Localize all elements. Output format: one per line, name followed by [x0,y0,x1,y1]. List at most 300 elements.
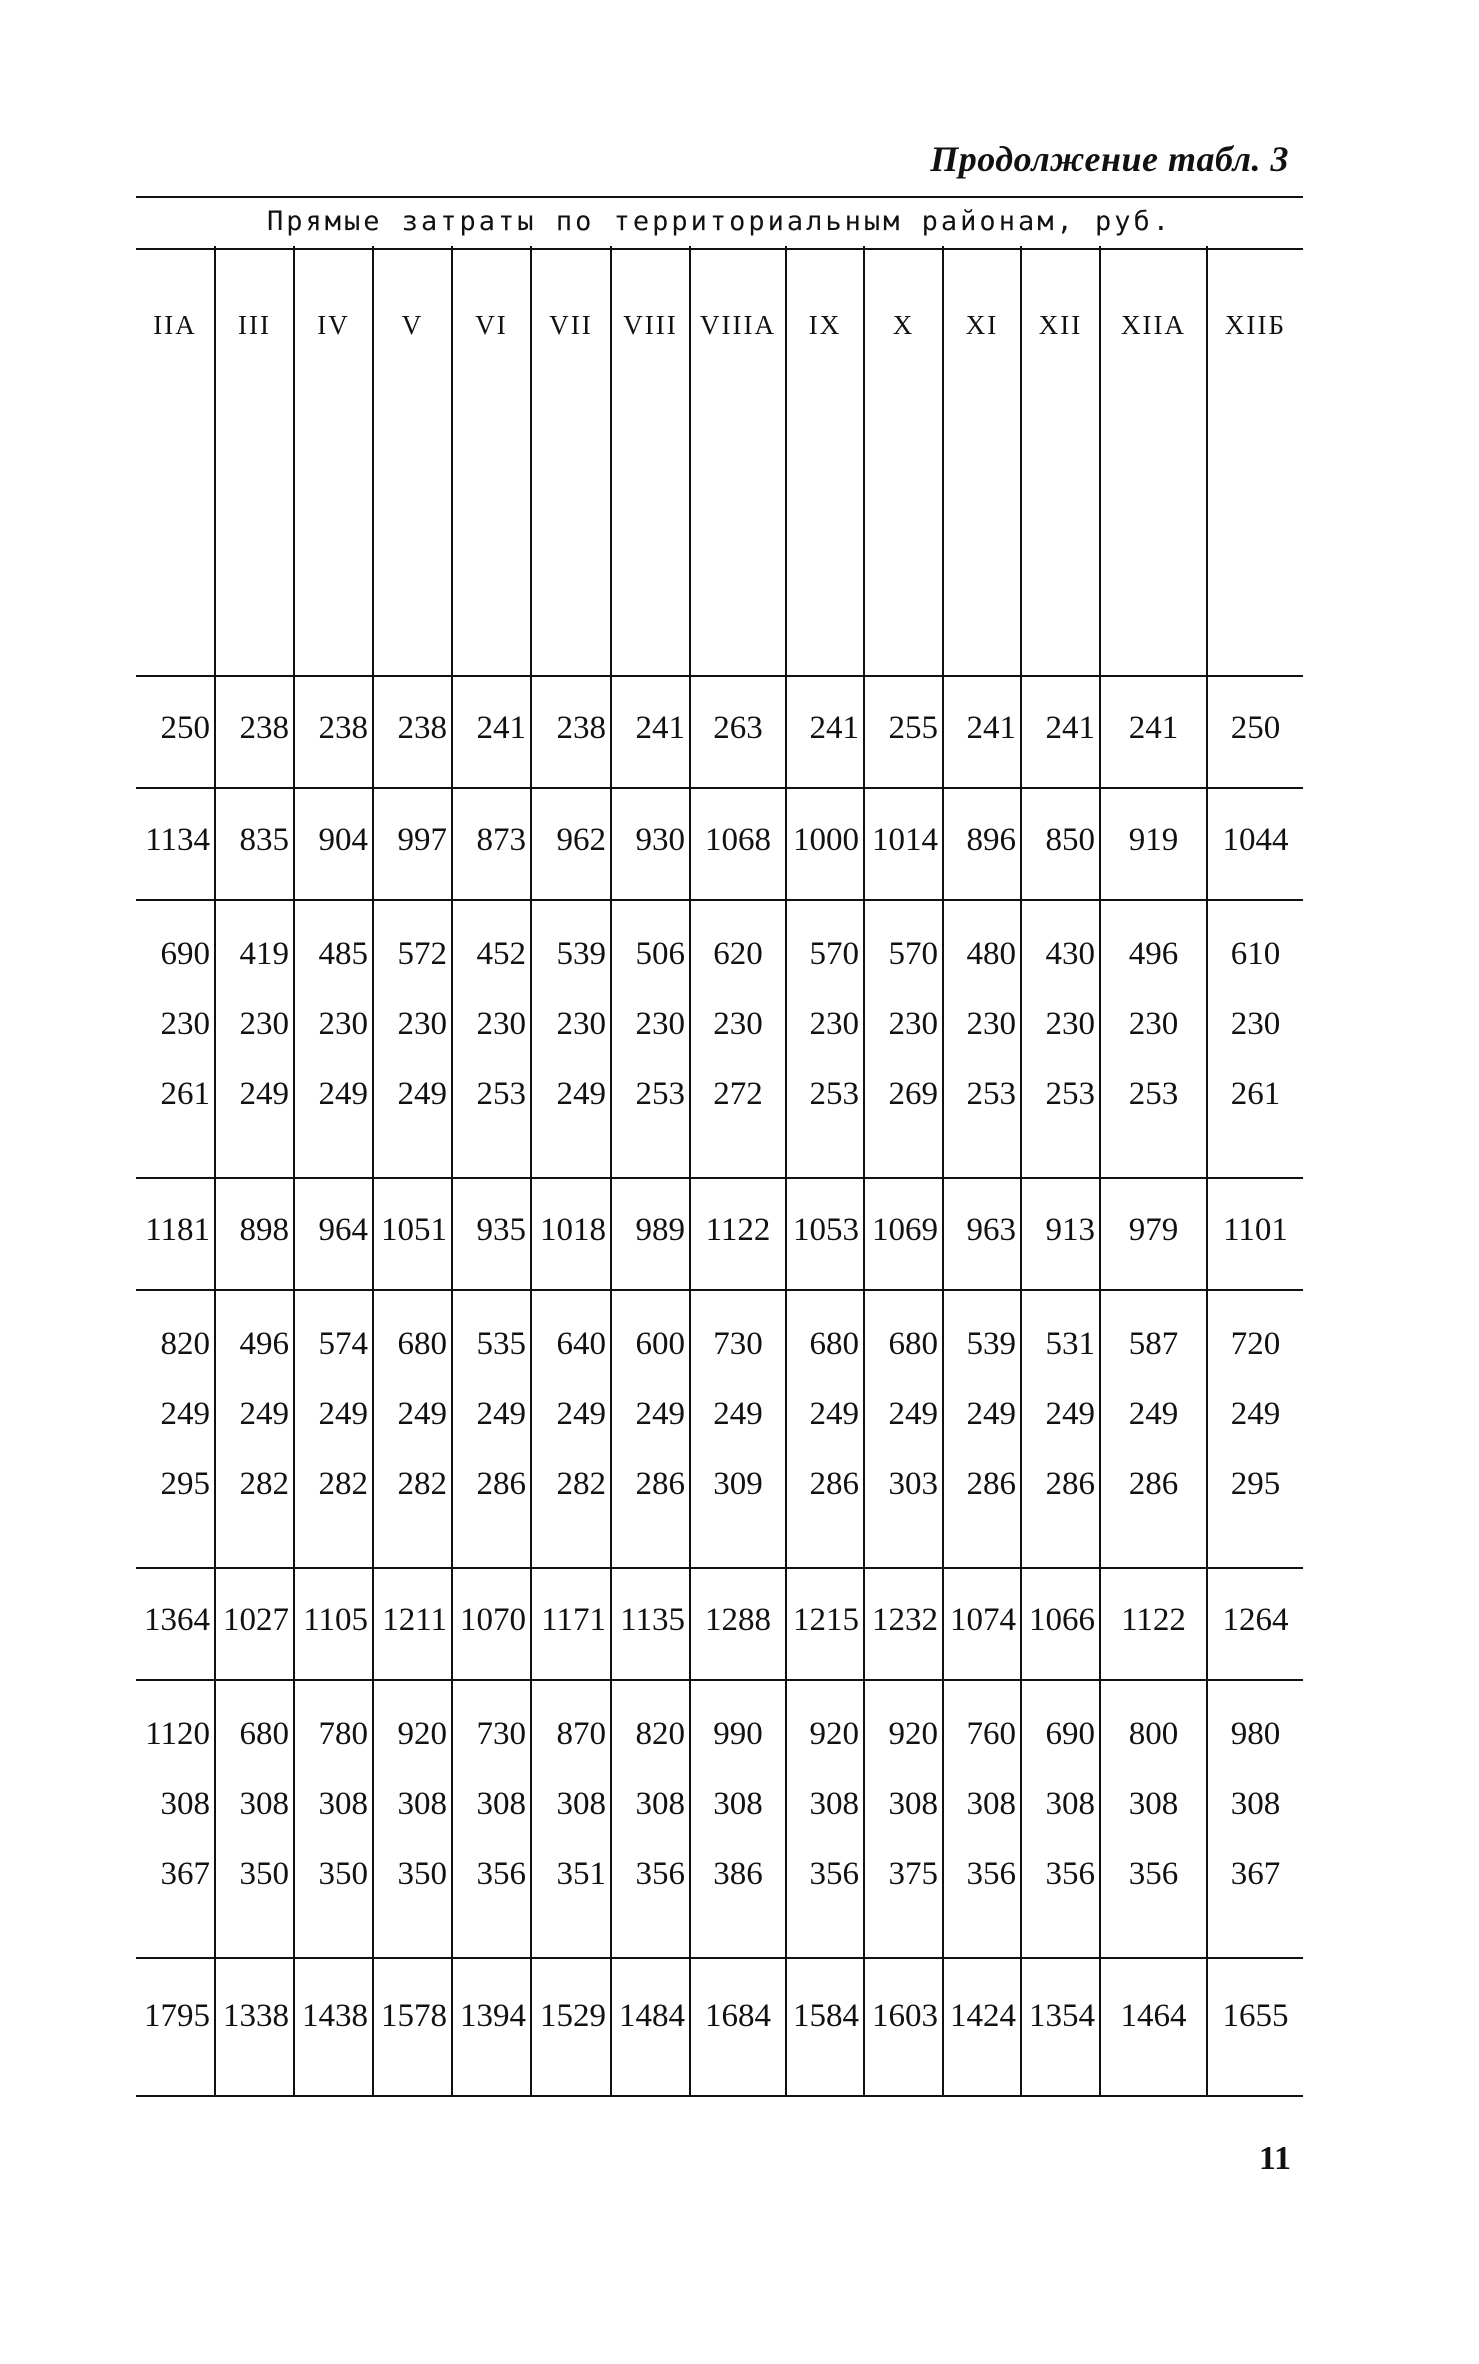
cell-value: 230 [713,1006,763,1042]
column-header-label: VI [475,310,508,340]
cell-value: 286 [476,1466,526,1502]
table-cell [1206,1958,1303,2096]
table-cell [136,788,214,900]
cell-value: 962 [556,822,606,858]
cell-value: 249 [713,1396,763,1432]
cell-value: 930 [635,822,685,858]
cell-value: 1000 [793,822,859,858]
table-cell [863,1568,942,1680]
cell-value: 1181 [145,1212,210,1248]
cell-value: 249 [635,1396,685,1432]
cell-value: 350 [239,1856,289,1892]
cell-value: 920 [888,1716,938,1752]
column-header [785,246,863,676]
column-header [214,246,293,676]
cell-value: 230 [239,1006,289,1042]
table-cell [689,676,785,788]
table-cell [689,1680,785,1958]
table-cell [1020,676,1099,788]
table-cell [1099,676,1206,788]
cell-value: 249 [239,1076,289,1112]
column-header [451,246,530,676]
table-cell [293,900,372,1178]
cell-value: 249 [239,1396,289,1432]
cell-value: 249 [476,1396,526,1432]
cell-value: 356 [635,1856,685,1892]
cell-value: 690 [1045,1716,1095,1752]
cell-value: 367 [1230,1856,1281,1892]
cell-value: 1578 [381,1998,447,2034]
cell-value: 1066 [1029,1602,1095,1638]
cell-value: 1584 [793,1998,859,2034]
column-header [372,246,451,676]
column-header [530,246,610,676]
cell-value: 249 [397,1396,447,1432]
cell-value: 356 [966,1856,1016,1892]
table-cell [1020,900,1099,1178]
cell-value: 1105 [303,1602,368,1638]
cell-value: 249 [318,1076,368,1112]
cell-value: 1655 [1222,1998,1289,2034]
cell-value: 249 [966,1396,1016,1432]
cell-value: 680 [397,1326,447,1362]
cell-value: 1027 [223,1602,289,1638]
cell-value: 680 [809,1326,859,1362]
table-cell [451,1290,530,1568]
table-cell [451,1680,530,1958]
cell-value: 1134 [145,822,210,858]
cell-value: 356 [1045,1856,1095,1892]
table-cell [136,1958,214,2096]
cell-value: 249 [556,1396,606,1432]
cell-value: 308 [397,1786,447,1822]
cell-value: 990 [713,1716,763,1752]
cell-value: 730 [713,1326,763,1362]
cell-value: 309 [713,1466,763,1502]
table-cell [942,1178,1020,1290]
table-cell [942,1680,1020,1958]
cell-value: 238 [556,710,606,746]
table-cell [1099,900,1206,1178]
table-cell [136,1290,214,1568]
cell-value: 350 [318,1856,368,1892]
column-header [293,246,372,676]
table-cell [530,1568,610,1680]
cell-value: 286 [1045,1466,1095,1502]
table-cell [863,1958,942,2096]
table-cell [610,1958,689,2096]
cell-value: 241 [809,710,859,746]
cell-value: 1338 [223,1998,289,2034]
cell-value: 308 [809,1786,859,1822]
column-header-label: IX [808,310,842,340]
cell-value: 1438 [302,1998,368,2034]
table-cell [1020,1680,1099,1958]
cell-value: 286 [635,1466,685,1502]
table-cell [372,1178,451,1290]
table-cell [689,788,785,900]
table-cell [293,1568,372,1680]
cell-value: 1122 [1121,1602,1186,1638]
cell-value: 800 [1128,1716,1179,1752]
table-cell [689,900,785,1178]
table-cell [785,1568,863,1680]
table-cell [863,1178,942,1290]
cell-value: 295 [1230,1466,1281,1502]
cell-value: 1424 [950,1998,1016,2034]
table-cell [942,900,1020,1178]
cell-value: 286 [1128,1466,1179,1502]
cell-value: 249 [809,1396,859,1432]
cell-value: 1014 [872,822,938,858]
cell-value: 356 [476,1856,526,1892]
cell-value: 308 [635,1786,685,1822]
table-cell [451,1958,530,2096]
cell-value: 1018 [540,1212,606,1248]
cell-value: 1069 [872,1212,938,1248]
cell-value: 600 [635,1326,685,1362]
cell-value: 904 [318,822,368,858]
cell-value: 690 [160,936,210,972]
cell-value: 572 [397,936,447,972]
cell-value: 539 [556,936,606,972]
cell-value: 896 [966,822,1016,858]
table-cell [136,1680,214,1958]
cell-value: 253 [635,1076,685,1112]
cell-value: 820 [635,1716,685,1752]
cell-value: 249 [1128,1396,1179,1432]
table-cell [293,676,372,788]
table-cell [785,900,863,1178]
table-cell [1099,1680,1206,1958]
cell-value: 610 [1230,936,1281,972]
data-block [136,1290,1303,1568]
data-block [136,1178,1303,1290]
cell-value: 263 [713,710,763,746]
cell-value: 1053 [793,1212,859,1248]
column-header-label: XI [965,310,999,340]
column-header-label: XIIБ [1225,310,1286,340]
table-cell [689,1568,785,1680]
table-cell [610,676,689,788]
cell-value: 1795 [144,1998,210,2034]
table-cell [214,788,293,900]
table-cell [293,1958,372,2096]
cell-value: 308 [888,1786,938,1822]
cell-value: 730 [476,1716,526,1752]
cell-value: 308 [713,1786,763,1822]
table-cell [785,1290,863,1568]
cell-value: 979 [1128,1212,1179,1248]
table-cell [136,900,214,1178]
table-cell [1020,1178,1099,1290]
table-cell [689,1958,785,2096]
column-header [1099,246,1206,676]
cell-value: 375 [888,1856,938,1892]
cell-value: 963 [966,1212,1016,1248]
cell-value: 253 [809,1076,859,1112]
super-header: Прямые затраты по территориальным районам, руб. [136,196,1303,250]
table-cell [785,1178,863,1290]
column-header-label: IIA [153,310,197,340]
table-cell [1099,1568,1206,1680]
cell-value: 1044 [1222,822,1289,858]
table-cell [1206,788,1303,900]
data-block [136,788,1303,900]
cell-value: 367 [160,1856,210,1892]
table-cell [1206,1680,1303,1958]
table-cell [530,1178,610,1290]
cell-value: 1171 [541,1602,606,1638]
cell-value: 286 [966,1466,1016,1502]
cell-value: 238 [397,710,447,746]
cell-value: 1135 [620,1602,685,1638]
table-cell [1206,900,1303,1178]
cell-value: 241 [1045,710,1095,746]
cell-value: 964 [318,1212,368,1248]
table-cell [530,676,610,788]
table-cell [610,1568,689,1680]
table-cell [610,900,689,1178]
column-header-label: XIIA [1121,310,1186,340]
data-block [136,676,1303,788]
table-cell [942,1958,1020,2096]
table-cell [372,788,451,900]
cell-value: 241 [1128,710,1179,746]
cell-value: 1074 [950,1602,1016,1638]
cell-value: 238 [318,710,368,746]
cell-value: 1464 [1120,1998,1187,2034]
cell-value: 1215 [793,1602,859,1638]
column-header [863,246,942,676]
column-header [610,246,689,676]
table-cell [942,1290,1020,1568]
table-cell [214,900,293,1178]
table-cell [610,1290,689,1568]
cell-value: 1288 [705,1602,771,1638]
cell-value: 250 [1230,710,1281,746]
table-cell [293,1680,372,1958]
column-header-label: VIII [623,310,678,340]
column-header-label: VIIIA [700,310,776,340]
table-cell [372,1680,451,1958]
cell-value: 496 [1128,936,1179,972]
cell-value: 1684 [705,1998,771,2034]
table-cell [451,900,530,1178]
table-cell [372,1958,451,2096]
cell-value: 272 [713,1076,763,1112]
data-block [136,1680,1303,1958]
table-cell [372,676,451,788]
table-cell [863,1290,942,1568]
table-cell [214,1290,293,1568]
data-block [136,1958,1303,2096]
cell-value: 919 [1128,822,1179,858]
cell-value: 989 [635,1212,685,1248]
cell-value: 506 [635,936,685,972]
cell-value: 870 [556,1716,606,1752]
cell-value: 356 [809,1856,859,1892]
cell-value: 898 [239,1212,289,1248]
cell-value: 835 [239,822,289,858]
cell-value: 241 [476,710,526,746]
rule [136,2095,1303,2097]
column-header-label: III [238,310,271,340]
cell-value: 935 [476,1212,526,1248]
cell-value: 640 [556,1326,606,1362]
cell-value: 680 [239,1716,289,1752]
column-header [136,246,214,676]
table-cell [372,1568,451,1680]
cell-value: 249 [1045,1396,1095,1432]
table-cell [863,788,942,900]
cell-value: 230 [397,1006,447,1042]
cell-value: 539 [966,1326,1016,1362]
cell-value: 308 [966,1786,1016,1822]
cell-value: 282 [397,1466,447,1502]
table-cell [942,788,1020,900]
table-cell [942,1568,1020,1680]
page-number: 11 [1258,2140,1291,2177]
cell-value: 249 [556,1076,606,1112]
cell-value: 913 [1045,1212,1095,1248]
cell-value: 230 [635,1006,685,1042]
cell-value: 1122 [705,1212,771,1248]
cell-value: 230 [318,1006,368,1042]
table-cell [530,788,610,900]
table-cell [1099,1290,1206,1568]
cell-value: 873 [476,822,526,858]
cell-value: 241 [966,710,1016,746]
cell-value: 980 [1230,1716,1281,1752]
cell-value: 351 [556,1856,606,1892]
cell-value: 253 [1045,1076,1095,1112]
table-cell [530,1290,610,1568]
cell-value: 1484 [619,1998,685,2034]
table-cell [136,676,214,788]
column-header-label: XII [1038,310,1083,340]
cell-value: 282 [239,1466,289,1502]
table-cell [610,1178,689,1290]
cell-value: 920 [809,1716,859,1752]
table-cell [1206,1568,1303,1680]
cell-value: 1120 [145,1716,210,1752]
cell-value: 308 [476,1786,526,1822]
cell-value: 386 [713,1856,763,1892]
cell-value: 480 [966,936,1016,972]
cell-value: 230 [1045,1006,1095,1042]
cell-value: 620 [713,936,763,972]
cell-value: 570 [809,936,859,972]
column-header-label: V [401,310,424,340]
cell-value: 997 [397,822,447,858]
cell-value: 356 [1128,1856,1179,1892]
table-cell [530,1958,610,2096]
cell-value: 1529 [540,1998,606,2034]
cell-value: 419 [239,936,289,972]
cell-value: 680 [888,1326,938,1362]
table-cell [610,1680,689,1958]
cell-value: 230 [476,1006,526,1042]
cell-value: 303 [888,1466,938,1502]
cell-value: 780 [318,1716,368,1752]
cell-value: 850 [1045,822,1095,858]
cell-value: 230 [1230,1006,1281,1042]
table-cell [1020,1568,1099,1680]
table-cell [1099,788,1206,900]
cell-value: 261 [1230,1076,1281,1112]
cell-value: 249 [1230,1396,1281,1432]
cell-value: 308 [1230,1786,1281,1822]
table-cell [214,1680,293,1958]
cell-value: 485 [318,936,368,972]
table-cell [1099,1178,1206,1290]
cell-value: 255 [888,710,938,746]
column-header [1206,246,1303,676]
cell-value: 230 [809,1006,859,1042]
cell-value: 230 [1128,1006,1179,1042]
table-cell [214,1958,293,2096]
table-cell [942,676,1020,788]
column-header-label: VII [549,310,593,340]
cell-value: 430 [1045,936,1095,972]
table-cell [372,1290,451,1568]
cell-value: 308 [160,1786,210,1822]
table-cell [214,676,293,788]
table-cell [785,676,863,788]
cell-value: 253 [476,1076,526,1112]
cell-value: 1354 [1029,1998,1095,2034]
table-cell [293,1290,372,1568]
table-cell [689,1290,785,1568]
cell-value: 253 [1128,1076,1179,1112]
cell-value: 253 [966,1076,1016,1112]
cell-value: 1394 [460,1998,526,2034]
table-cell [785,1680,863,1958]
cell-value: 496 [239,1326,289,1362]
table-cell [1206,676,1303,788]
cell-value: 308 [239,1786,289,1822]
table-cell [530,1680,610,1958]
table-cell [214,1568,293,1680]
cell-value: 920 [397,1716,447,1752]
cell-value: 230 [556,1006,606,1042]
table-cell [136,1568,214,1680]
table-cell [451,788,530,900]
table-cell [863,900,942,1178]
cell-value: 452 [476,936,526,972]
column-header [689,246,785,676]
table-cell [1020,1290,1099,1568]
cell-value: 249 [160,1396,210,1432]
data-block [136,900,1303,1178]
cell-value: 1051 [381,1212,447,1248]
table-cell [1099,1958,1206,2096]
table-cell [610,788,689,900]
table-cell [1206,1290,1303,1568]
column-header [942,246,1020,676]
table-cell [293,788,372,900]
cell-value: 269 [888,1076,938,1112]
cell-value: 720 [1230,1326,1281,1362]
cell-value: 308 [556,1786,606,1822]
cell-value: 1211 [382,1602,447,1638]
table-cell [451,676,530,788]
cell-value: 820 [160,1326,210,1362]
cell-value: 1101 [1223,1212,1288,1248]
cell-value: 261 [160,1076,210,1112]
table-cell [451,1568,530,1680]
